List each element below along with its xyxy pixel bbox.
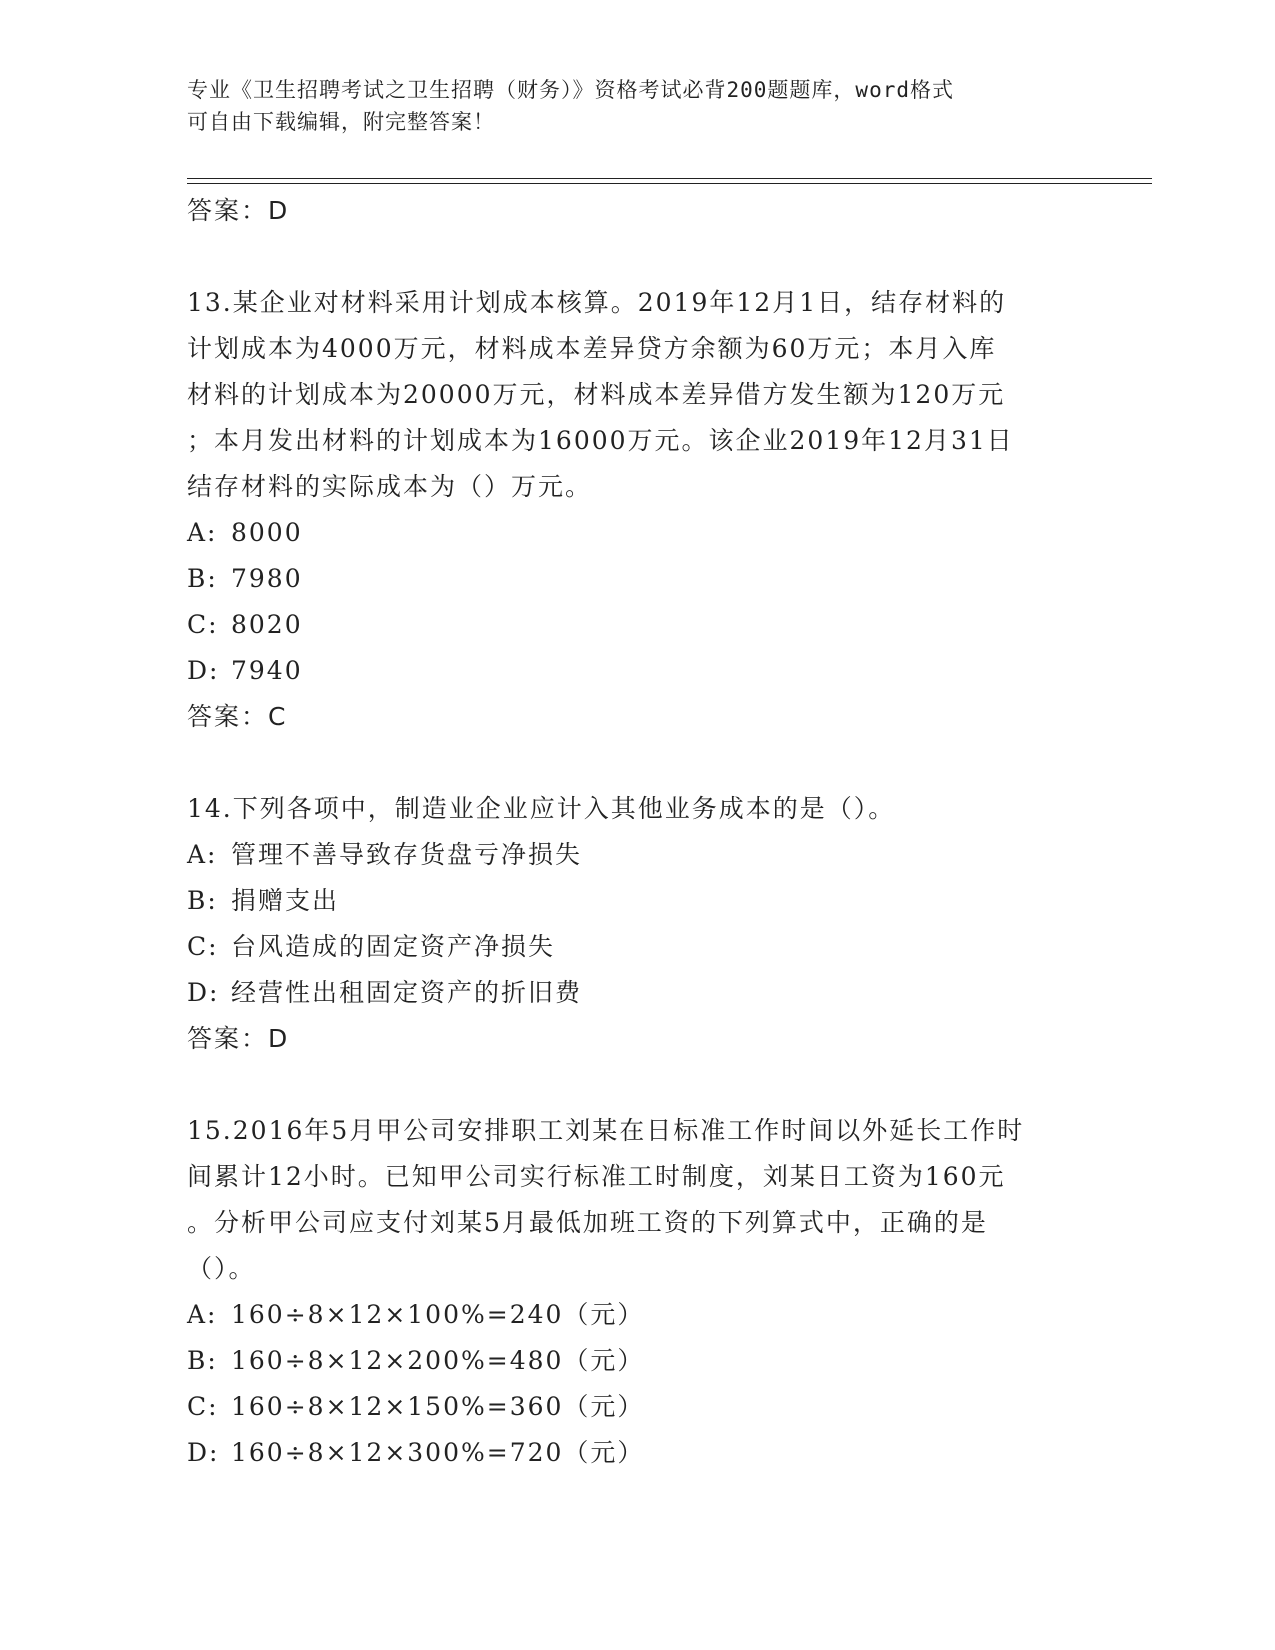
question-14-option-d (187, 970, 1087, 1016)
question-13-option-c (187, 602, 1087, 648)
question-13-stem-line: ；本月发出材料的计划成本为16000万元。该企业2019年12月31日 (187, 426, 1014, 455)
option-text: 7940 (231, 656, 303, 685)
document-header (187, 74, 1087, 138)
option-text: 8000 (231, 518, 303, 547)
header-line-1: 专业《卫生招聘考试之卫生招聘（财务）》资格考试必背200题题库，word格式 (187, 78, 954, 102)
header-divider-top (187, 178, 1152, 179)
question-15-option-c (187, 1384, 1087, 1430)
question-13-stem-line: 材料的计划成本为20000万元，材料成本差异借方发生额为120万元 (187, 380, 1006, 409)
spacer (187, 234, 1087, 280)
question-15-stem-line: 间累计12小时。已知甲公司实行标准工时制度，刘某日工资为160元 (187, 1162, 1006, 1191)
question-15-option-b (187, 1338, 1087, 1384)
question-14-option-b (187, 878, 1087, 924)
question-13-option-a (187, 510, 1087, 556)
question-13-option-d (187, 648, 1087, 694)
question-15-stem-line: 。分析甲公司应支付刘某5月最低加班工资的下列算式中，正确的是 (187, 1208, 988, 1237)
option-text: 7980 (231, 564, 303, 593)
option-text: 台风造成的固定资产净损失 (231, 932, 556, 961)
header-divider-bottom (187, 183, 1152, 184)
question-12-answer: 答案：D (187, 196, 290, 225)
question-15-option-d (187, 1430, 1087, 1476)
option-key: A: (187, 518, 218, 547)
question-13-stem-line: 计划成本为4000万元，材料成本差异贷方余额为60万元；本月入库 (187, 334, 997, 363)
option-key: B: (187, 564, 218, 593)
option-key: C: (187, 1392, 219, 1421)
option-text: 经营性出租固定资产的折旧费 (231, 978, 583, 1007)
question-14-option-c (187, 924, 1087, 970)
question-15-stem-line: 15.2016年5月甲公司安排职工刘某在日标准工作时间以外延长工作时 (187, 1116, 1025, 1145)
option-text: 捐赠支出 (231, 886, 340, 915)
question-14-stem-line: 14.下列各项中，制造业企业应计入其他业务成本的是（）。 (187, 794, 896, 823)
option-text: 8020 (231, 610, 303, 639)
question-15-stem-line: （）。 (187, 1254, 256, 1283)
option-text: 管理不善导致存货盘亏净损失 (231, 840, 583, 869)
question-15 (187, 1108, 1087, 1476)
option-key: C: (187, 610, 219, 639)
option-key: D: (187, 978, 220, 1007)
option-key: A: (187, 840, 218, 869)
question-13-answer: 答案：C (187, 702, 288, 731)
question-13-stem-line: 13.某企业对材料采用计划成本核算。2019年12月1日，结存材料的 (187, 288, 1007, 317)
question-13-stem-line: 结存材料的实际成本为（）万元。 (187, 472, 593, 501)
option-text: 160÷8×12×150%=360（元） (231, 1392, 645, 1421)
spacer (187, 1062, 1087, 1108)
option-text: 160÷8×12×200%=480（元） (231, 1346, 645, 1375)
option-key: C: (187, 932, 219, 961)
option-key: B: (187, 886, 218, 915)
header-line-2: 可自由下载编辑，附完整答案！ (187, 110, 495, 134)
option-key: A: (187, 1300, 218, 1329)
option-key: D: (187, 1438, 220, 1467)
spacer (187, 740, 1087, 786)
question-15-option-a (187, 1292, 1087, 1338)
document-body (187, 188, 1087, 1476)
question-13 (187, 280, 1087, 740)
option-text: 160÷8×12×100%=240（元） (231, 1300, 645, 1329)
question-14-answer: 答案：D (187, 1024, 290, 1053)
question-14-option-a (187, 832, 1087, 878)
question-13-option-b (187, 556, 1087, 602)
option-text: 160÷8×12×300%=720（元） (231, 1438, 645, 1467)
option-key: D: (187, 656, 220, 685)
option-key: B: (187, 1346, 218, 1375)
question-14 (187, 786, 1087, 1062)
